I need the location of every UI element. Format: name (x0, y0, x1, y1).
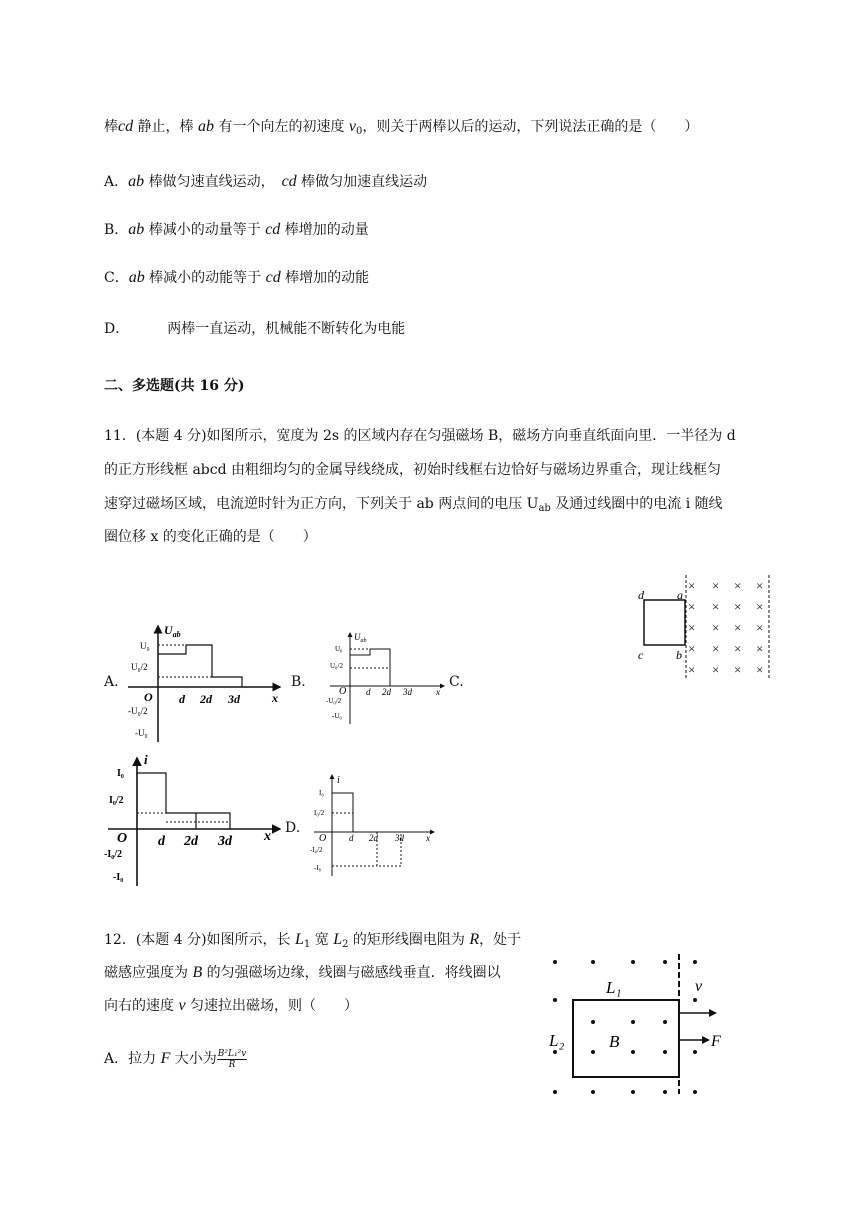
field-cross-icon: × (734, 599, 742, 614)
field-dot-icon (663, 1050, 667, 1054)
svg-text:x: x (272, 691, 278, 705)
svg-text:I₀: I₀ (117, 768, 124, 779)
label-a: a (677, 588, 683, 602)
svg-text:I₀/2: I₀/2 (314, 809, 325, 817)
svg-text:x: x (264, 829, 271, 844)
field-cross-icon: × (756, 578, 764, 593)
field-dot-icon (591, 1020, 595, 1024)
label-b: b (676, 648, 682, 662)
svg-text:-I₀: -I₀ (113, 872, 124, 883)
field-cross-icon: × (688, 662, 696, 677)
field-dot-icon (631, 1020, 635, 1024)
q11-line-3: 速穿过磁场区域，电流逆时针为正方向，下列关于 ab 两点间的电压 $U_{ab}$ 及通过线圈中的电流 i 随线 (104, 496, 723, 514)
svg-text:x: x (426, 833, 430, 843)
field-cross-icon: × (712, 599, 720, 614)
field-cross-icon: × (688, 620, 696, 635)
svg-text:d: d (179, 692, 185, 706)
svg-text:d: d (158, 834, 165, 849)
svg-text:L₂: L₂ (549, 1031, 565, 1050)
field-cross-icon: × (712, 662, 720, 677)
svg-text:-I₀/2: -I₀/2 (310, 846, 323, 854)
svg-text:3d: 3d (218, 834, 232, 849)
field-cross-icon: × (734, 662, 742, 677)
field-cross-icon: × (712, 641, 720, 656)
q11-option-d-label[interactable]: D. (285, 820, 301, 836)
field-cross-icon: × (688, 641, 696, 656)
svg-text:-U₀: -U₀ (135, 728, 148, 738)
field-cross-icon: × (756, 641, 764, 656)
field-cross-icon: × (734, 578, 742, 593)
svg-text:O: O (144, 690, 153, 704)
svg-text:O: O (117, 831, 128, 846)
svg-text:Uab: $U_{ab}$ (164, 623, 181, 639)
q11-line-1: 11．(本题 4 分)如图所示，宽度为 2s 的区域内存在匀强磁场 B，磁场方向垂直纸面向里．一半径为 d (104, 428, 736, 444)
svg-text:-I₀/2: -I₀/2 (104, 849, 122, 860)
field-dot-icon (553, 1050, 557, 1054)
q10-option-a[interactable]: A．ab 棒做匀速直线运动， cd 棒做匀加速直线运动 (104, 173, 428, 190)
svg-text:O: O (339, 686, 347, 697)
q11-frame-figure (630, 572, 780, 682)
field-cross-icon: × (712, 578, 720, 593)
field-dot-icon (663, 960, 667, 964)
svg-text:I₀: I₀ (319, 789, 324, 797)
formula-fraction: $\frac{\text{B²L₁²v}}{R}$ (217, 1048, 247, 1070)
field-cross-icon: × (734, 641, 742, 656)
label-d: d (638, 588, 644, 602)
section-title: 二、多选题(共 16 分) (104, 378, 245, 394)
field-dot-icon (693, 998, 697, 1002)
svg-text:-I₀: -I₀ (314, 864, 322, 872)
field-dot-icon (591, 1050, 595, 1054)
svg-text:v: v (695, 978, 703, 995)
q11-line-2: 的正方形线框 abcd 由粗细均匀的金属导线绕成，初始时线框右边恰好与磁场边界重合，现让线框匀 (104, 462, 722, 478)
graph-a (118, 620, 290, 745)
svg-text:3d: 3d (228, 692, 240, 706)
field-dot-icon (693, 1090, 697, 1094)
q10-option-d[interactable]: D． 两棒一直运动，机械能不断转化为电能 (104, 321, 406, 337)
svg-text:d: d (349, 833, 354, 843)
svg-text:i: i (337, 775, 340, 786)
svg-text:U₀/2: U₀/2 (330, 662, 343, 670)
q11-line-4: 圈位移 x 的变化正确的是（ ） (104, 529, 317, 545)
svg-text:3d: 3d (403, 687, 412, 697)
svg-text:-U₀: -U₀ (332, 712, 342, 720)
q11-option-a-label[interactable]: A. (104, 674, 119, 690)
svg-text:U₀/2: U₀/2 (131, 662, 148, 672)
svg-text:I₀/2: I₀/2 (109, 795, 124, 806)
field-dot-icon (693, 1050, 697, 1054)
svg-text:2d: 2d (184, 834, 198, 849)
field-dot-icon (663, 1090, 667, 1094)
field-dot-icon (631, 1090, 635, 1094)
svg-text:U₀: U₀ (335, 645, 343, 653)
svg-text:2d: 2d (382, 687, 391, 697)
label-c: c (638, 648, 644, 662)
svg-text:-U₀/2: -U₀/2 (128, 706, 148, 716)
svg-text:Uab: $U_{ab}$ (354, 632, 367, 644)
field-cross-icon: × (734, 620, 742, 635)
q10-option-b[interactable]: B．ab 棒减小的动量等于 cd 棒增加的动量 (104, 221, 369, 238)
field-dot-icon (663, 1020, 667, 1024)
svg-text:d: d (366, 687, 371, 697)
svg-text:F: F (711, 1033, 721, 1050)
field-dot-icon (553, 960, 557, 964)
q11-option-b-label[interactable]: B. (291, 674, 306, 690)
graph-c (104, 752, 289, 888)
field-dot-icon (693, 960, 697, 964)
q12-line-2: 磁感应强度为 B 的匀强磁场边缘，线圈与磁感线垂直．将线圈以 (104, 964, 501, 981)
field-dot-icon (591, 960, 595, 964)
field-cross-icon: × (688, 578, 696, 593)
q12-line-1: 12．(本题 4 分)如图所示，长 $L_1$ 宽 $L_2$ 的矩形线圈电阻为 R，处于 (104, 931, 522, 950)
field-cross-icon: × (688, 599, 696, 614)
svg-text:2d: 2d (369, 833, 378, 843)
svg-text:x: x (436, 687, 440, 697)
svg-text:L₁: L₁ (606, 978, 622, 997)
field-cross-icon: × (756, 599, 764, 614)
field-cross-icon: × (756, 620, 764, 635)
field-dot-icon (631, 960, 635, 964)
field-dot-icon (553, 998, 557, 1002)
q12-line-3: 向右的速度 v 匀速拉出磁场，则（ ） (104, 997, 359, 1014)
graph-b (320, 628, 450, 728)
svg-text:O: O (319, 833, 327, 844)
field-cross-icon: × (756, 662, 764, 677)
field-dot-icon (591, 1090, 595, 1094)
q11-option-c-label[interactable]: C. (449, 674, 464, 690)
svg-text:B: B (609, 1032, 620, 1051)
field-cross-icon: × (712, 620, 720, 635)
q12-option-a[interactable]: A．拉力 F 大小为 $\frac{\text{B²L₁²v}}{R}$ (104, 1048, 247, 1070)
q12-coil-figure (545, 952, 735, 1102)
svg-text:-U₀/2: -U₀/2 (326, 697, 342, 705)
svg-text:2d: 2d (200, 692, 212, 706)
field-dot-icon (631, 1050, 635, 1054)
svg-text:i: i (144, 752, 148, 767)
q10-option-c[interactable]: C．ab 棒减小的动能等于 cd 棒增加的动能 (104, 269, 370, 286)
field-dot-icon (553, 1090, 557, 1094)
graph-d (310, 770, 440, 880)
svg-text:U₀: U₀ (140, 641, 150, 651)
q10-stem: 棒cd 静止，棒 ab 有一个向左的初速度 $v_0$，则关于两棒以后的运动，下列说法正确的是（ ） (104, 118, 699, 137)
svg-text:3d: 3d (395, 833, 404, 843)
